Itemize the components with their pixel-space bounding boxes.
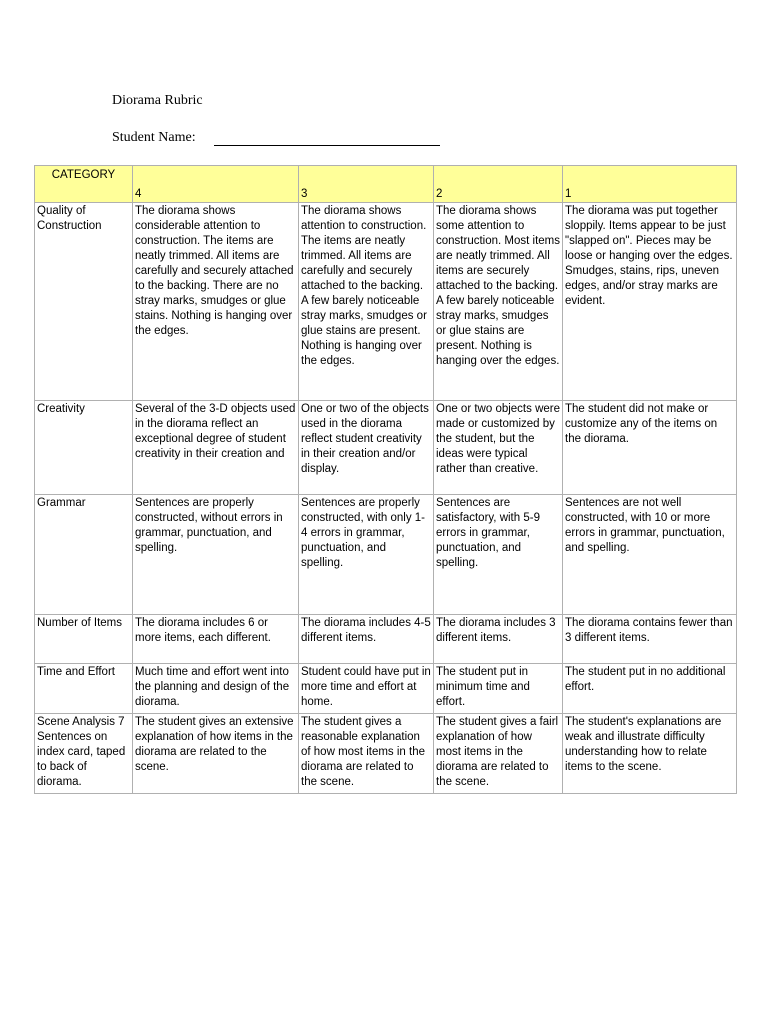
cell-level-4: Sentences are properly constructed, without errors in grammar, punctuation, and spelling. — [133, 495, 299, 615]
table-row — [35, 495, 737, 615]
cell-level-2: The diorama includes 3 different items. — [434, 615, 563, 664]
cell-level-1: The student's explanations are weak and illustrate difficulty understanding how to relate items to the scene. — [563, 714, 737, 794]
cell-level-2: One or two objects were made or customized by the student, but the ideas were typical rather than creative. — [434, 401, 563, 495]
table-row — [35, 714, 737, 794]
document-title: Diorama Rubric — [112, 93, 203, 108]
cell-level-4: Several of the 3-D objects used in the diorama reflect an exceptional degree of student creativity in their creation and — [133, 401, 299, 495]
row-category: Number of Items — [35, 615, 133, 664]
header-level-1: 1 — [563, 166, 737, 203]
cell-level-3: The diorama shows attention to construction. The items are neatly trimmed. All items are carefully and securely attached to the backing. A few barely noticeable stray marks, smudges or glue stains are present. Nothing is hanging over the edges. — [299, 203, 434, 401]
row-category: Time and Effort — [35, 664, 133, 714]
student-name-blank — [214, 130, 440, 146]
header-level-4: 4 — [133, 166, 299, 203]
cell-level-3: Student could have put in more time and effort at home. — [299, 664, 434, 714]
header-category: CATEGORY — [35, 166, 133, 203]
cell-level-3: The diorama includes 4-5 different items. — [299, 615, 434, 664]
cell-level-1: The student put in no additional effort. — [563, 664, 737, 714]
cell-level-2: The student put in minimum time and effort. — [434, 664, 563, 714]
table-row — [35, 615, 737, 664]
rubric-table — [34, 165, 737, 794]
row-category: Grammar — [35, 495, 133, 615]
cell-level-2: The diorama shows some attention to construction. Most items are neatly trimmed. All items are securely attached to the backing. A few barely noticeable stray marks, smudges or glue stains are present. Nothing is hanging over the edges. — [434, 203, 563, 401]
row-category: Creativity — [35, 401, 133, 495]
row-category: Scene Analysis 7 Sentences on index card, taped to back of diorama. — [35, 714, 133, 794]
cell-level-4: Much time and effort went into the planning and design of the diorama. — [133, 664, 299, 714]
student-name-line — [112, 130, 440, 146]
cell-level-1: The diorama contains fewer than 3 different items. — [563, 615, 737, 664]
cell-level-3: One or two of the objects used in the diorama reflect student creativity in their creation and/or display. — [299, 401, 434, 495]
cell-level-2: The student gives a fairl explanation of how most items in the diorama are related to the scene. — [434, 714, 563, 794]
table-row — [35, 664, 737, 714]
cell-level-1: The diorama was put together sloppily. Items appear to be just "slapped on". Pieces may be loose or hanging over the edges. Smudges, stains, rips, uneven edges, and/or stray marks are evident. — [563, 203, 737, 401]
cell-level-1: The student did not make or customize any of the items on the diorama. — [563, 401, 737, 495]
table-row — [35, 203, 737, 401]
header-row — [35, 166, 737, 203]
cell-level-4: The student gives an extensive explanation of how items in the diorama are related to the scene. — [133, 714, 299, 794]
cell-level-3: The student gives a reasonable explanation of how most items in the diorama are related to the scene. — [299, 714, 434, 794]
cell-level-3: Sentences are properly constructed, with only 1-4 errors in grammar, punctuation, and spelling. — [299, 495, 434, 615]
cell-level-4: The diorama includes 6 or more items, each different. — [133, 615, 299, 664]
header-level-2: 2 — [434, 166, 563, 203]
cell-level-1: Sentences are not well constructed, with 10 or more errors in grammar, punctuation, and spelling. — [563, 495, 737, 615]
cell-level-2: Sentences are satisfactory, with 5-9 errors in grammar, punctuation, and spelling. — [434, 495, 563, 615]
header-level-3: 3 — [299, 166, 434, 203]
cell-level-4: The diorama shows considerable attention to construction. The items are neatly trimmed. All items are carefully and securely attached to the backing. There are no stray marks, smudges or glue stains. Nothing is hanging over the edges. — [133, 203, 299, 401]
row-category: Quality of Construction — [35, 203, 133, 401]
student-name-label: Student Name: — [112, 130, 196, 145]
table-row — [35, 401, 737, 495]
